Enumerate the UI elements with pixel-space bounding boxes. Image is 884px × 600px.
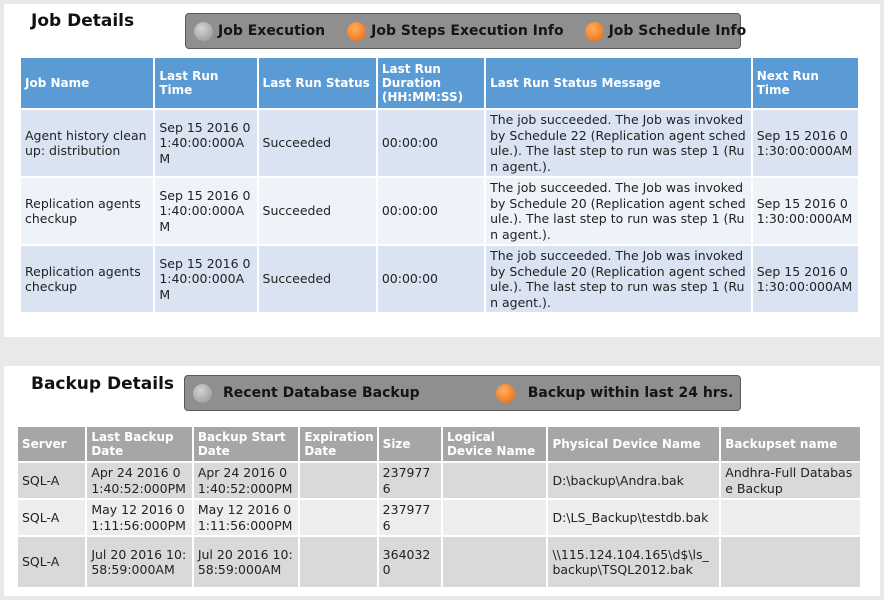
backup-details-panel — [4, 366, 880, 596]
table-row[interactable] — [21, 110, 858, 176]
status-cell: Succeeded — [259, 110, 376, 176]
last-run-time-cell: Sep 15 2016 01:40:00:000AM — [155, 178, 256, 244]
expiration-date-cell — [300, 537, 376, 587]
message-cell: The job succeeded. The Job was invoked by Schedule 20 (Replication agent schedule.). The last step to run was step 1 (Run agent.). — [486, 178, 751, 244]
tab-label: Job Execution — [218, 23, 326, 39]
last-backup-date-cell: Apr 24 2016 01:40:52:000PM — [87, 463, 192, 498]
column-header[interactable]: Physical Device Name — [548, 427, 719, 461]
server-cell: SQL-A — [18, 463, 85, 498]
tab-label: Backup within last 24 hrs. — [527, 385, 734, 401]
column-header[interactable]: Last Backup Date — [87, 427, 192, 461]
duration-cell: 00:00:00 — [378, 110, 484, 176]
column-header[interactable]: Logical Device Name — [443, 427, 546, 461]
column-header[interactable]: Last Run Status — [259, 58, 376, 108]
physical-device-name-cell: \\115.124.104.165\d$\ls_backup\TSQL2012.bak — [548, 537, 719, 587]
backupset-name-cell — [721, 500, 860, 535]
table-header-row — [18, 427, 860, 461]
duration-cell: 00:00:00 — [378, 178, 484, 244]
column-header[interactable]: Expiration Date — [300, 427, 376, 461]
job-name-cell: Agent history clean up: distribution — [21, 110, 153, 176]
table-row[interactable] — [21, 178, 858, 244]
job-details-panel — [4, 4, 880, 337]
column-header[interactable]: Job Name — [21, 58, 153, 108]
size-cell: 2379776 — [379, 463, 441, 498]
tab-label: Job Steps Execution Info — [371, 23, 564, 39]
tab-job-steps-execution-info[interactable] — [347, 14, 563, 48]
last-run-time-cell: Sep 15 2016 01:40:00:000AM — [155, 246, 256, 312]
tab-label: Recent Database Backup — [223, 385, 420, 401]
radio-dot-icon — [347, 22, 366, 41]
job-details-table — [19, 56, 860, 314]
expiration-date-cell — [300, 463, 376, 498]
column-header[interactable]: Last Run Time — [155, 58, 256, 108]
backup-start-date-cell: May 12 2016 01:11:56:000PM — [194, 500, 299, 535]
backup-start-date-cell: Jul 20 2016 10:58:59:000AM — [194, 537, 299, 587]
status-cell: Succeeded — [259, 246, 376, 312]
radio-dot-icon — [585, 22, 604, 41]
next-run-time-cell: Sep 15 2016 01:30:00:000AM — [753, 178, 858, 244]
server-cell: SQL-A — [18, 537, 85, 587]
job-name-cell: Replication agents checkup — [21, 246, 153, 312]
radio-dot-icon — [194, 22, 213, 41]
message-cell: The job succeeded. The Job was invoked by Schedule 20 (Replication agent schedule.). The last step to run was step 1 (Run agent.). — [486, 246, 751, 312]
backup-details-table — [16, 425, 862, 589]
tab-backup-within-last-24-hrs[interactable] — [496, 376, 734, 410]
duration-cell: 00:00:00 — [378, 246, 484, 312]
column-header[interactable]: Next Run Time — [753, 58, 858, 108]
message-cell: The job succeeded. The Job was invoked by Schedule 22 (Replication agent schedule.). The last step to run was step 1 (Run agent.). — [486, 110, 751, 176]
tab-job-schedule-info[interactable] — [585, 14, 747, 48]
next-run-time-cell: Sep 15 2016 01:30:00:000AM — [753, 246, 858, 312]
last-backup-date-cell: Jul 20 2016 10:58:59:000AM — [87, 537, 192, 587]
physical-device-name-cell: D:\LS_Backup\testdb.bak — [548, 500, 719, 535]
tab-label: Job Schedule Info — [608, 23, 747, 39]
table-row[interactable] — [18, 500, 860, 535]
table-row[interactable] — [18, 537, 860, 587]
last-run-time-cell: Sep 15 2016 01:40:00:000AM — [155, 110, 256, 176]
column-header[interactable]: Server — [18, 427, 85, 461]
column-header[interactable]: Backup Start Date — [194, 427, 299, 461]
column-header[interactable]: Backupset name — [721, 427, 860, 461]
logical-device-name-cell — [443, 463, 546, 498]
physical-device-name-cell: D:\backup\Andra.bak — [548, 463, 719, 498]
backup-start-date-cell: Apr 24 2016 01:40:52:000PM — [194, 463, 299, 498]
radio-dot-icon — [496, 384, 515, 403]
size-cell: 3640320 — [379, 537, 441, 587]
next-run-time-cell: Sep 15 2016 01:30:00:000AM — [753, 110, 858, 176]
logical-device-name-cell — [443, 500, 546, 535]
table-header-row — [21, 58, 858, 108]
tab-job-execution[interactable] — [194, 14, 325, 48]
expiration-date-cell — [300, 500, 376, 535]
job-details-title: Job Details — [31, 11, 135, 31]
backup-details-title: Backup Details — [31, 374, 175, 394]
table-row[interactable] — [21, 246, 858, 312]
last-backup-date-cell: May 12 2016 01:11:56:000PM — [87, 500, 192, 535]
column-header[interactable]: Size — [379, 427, 441, 461]
server-cell: SQL-A — [18, 500, 85, 535]
size-cell: 2379776 — [379, 500, 441, 535]
logical-device-name-cell — [443, 537, 546, 587]
status-cell: Succeeded — [259, 178, 376, 244]
backupset-name-cell: Andhra-Full Database Backup — [721, 463, 860, 498]
radio-dot-icon — [193, 384, 212, 403]
job-tabbar — [185, 13, 747, 49]
table-row[interactable] — [18, 463, 860, 498]
backupset-name-cell — [721, 537, 860, 587]
job-name-cell: Replication agents checkup — [21, 178, 153, 244]
tab-recent-database-backup[interactable] — [193, 376, 420, 410]
backup-tabbar — [184, 375, 741, 411]
column-header[interactable]: Last Run Duration (HH:MM:SS) — [378, 58, 484, 108]
column-header[interactable]: Last Run Status Message — [486, 58, 751, 108]
